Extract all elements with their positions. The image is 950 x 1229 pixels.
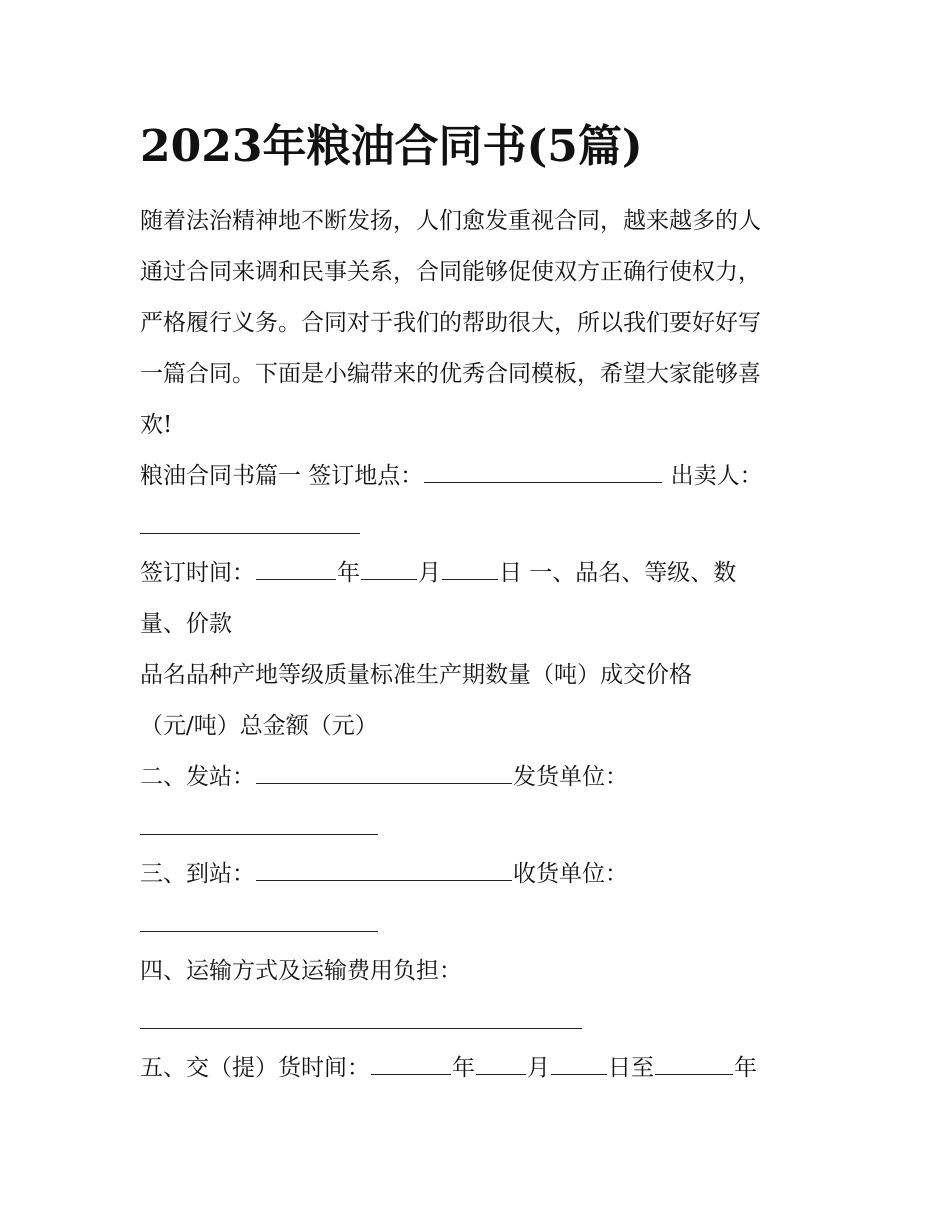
sign-year-blank [256,559,336,580]
departure-blank [256,763,512,784]
transport-blank [140,1028,582,1029]
arrival-line [140,849,820,900]
receiver-label: 收货单位： [513,861,628,887]
delivery-day-to-label: 日至 [608,1055,654,1081]
receiver-blank-line [140,900,820,946]
delivery-day-blank [551,1054,607,1075]
transport-line: 四、运输方式及运输费用负担： [140,958,462,984]
table-header-line: 品名品种产地等级质量标准生产期数量（吨）成交价格 [140,662,692,688]
arrival-blank [256,860,512,881]
intro-line: 欢! [140,412,173,438]
shipper-label: 发货单位： [513,764,628,790]
intro-line: 严格履行义务。合同对于我们的帮助很大，所以我们要好好写 [140,310,761,336]
delivery-month-label: 月 [527,1055,550,1081]
document-body [140,196,820,1094]
departure-label: 二、发站： [140,764,255,790]
delivery-year-blank [371,1054,451,1075]
seller-blank-line [140,502,820,548]
sign-time-label: 签订时间： [140,560,255,586]
delivery-year2-blank [655,1054,733,1075]
table-header-line: （元/吨）总金额（元） [140,713,378,739]
transport-blank-line [140,997,820,1043]
shipper-blank-line [140,803,820,849]
receiver-blank [140,931,378,932]
intro-line: 一篇合同。下面是小编带来的优秀合同模板，希望大家能够喜 [140,361,761,387]
seller-blank [140,533,360,534]
delivery-month-blank [476,1054,526,1075]
shipper-blank [140,834,378,835]
document-title: 2023年粮油合同书(5篇) [140,121,643,172]
sign-day-blank [442,559,498,580]
delivery-year2-label: 年 [734,1055,757,1081]
sign-time-continuation: 量、价款 [140,611,232,637]
sign-place-label: 粮油合同书篇一 签订地点： [140,463,424,489]
arrival-label: 三、到站： [140,861,255,887]
sign-place-line [140,451,820,502]
sign-time-line [140,548,820,599]
departure-line [140,752,820,803]
delivery-time-line [140,1043,820,1094]
intro-line: 随着法治精神地不断发扬，人们愈发重视合同，越来越多的人 [140,208,761,234]
sign-month-label: 月 [418,560,441,586]
sign-day-label: 日 一、品名、等级、数 [499,560,737,586]
intro-line: 通过合同来调和民事关系，合同能够促使双方正确行使权力， [140,259,761,285]
delivery-year-label: 年 [452,1055,475,1081]
sign-place-blank [424,462,662,483]
seller-label: 出卖人： [670,463,763,489]
sign-year-label: 年 [337,560,360,586]
delivery-time-label: 五、交（提）货时间： [140,1055,370,1081]
sign-month-blank [361,559,417,580]
